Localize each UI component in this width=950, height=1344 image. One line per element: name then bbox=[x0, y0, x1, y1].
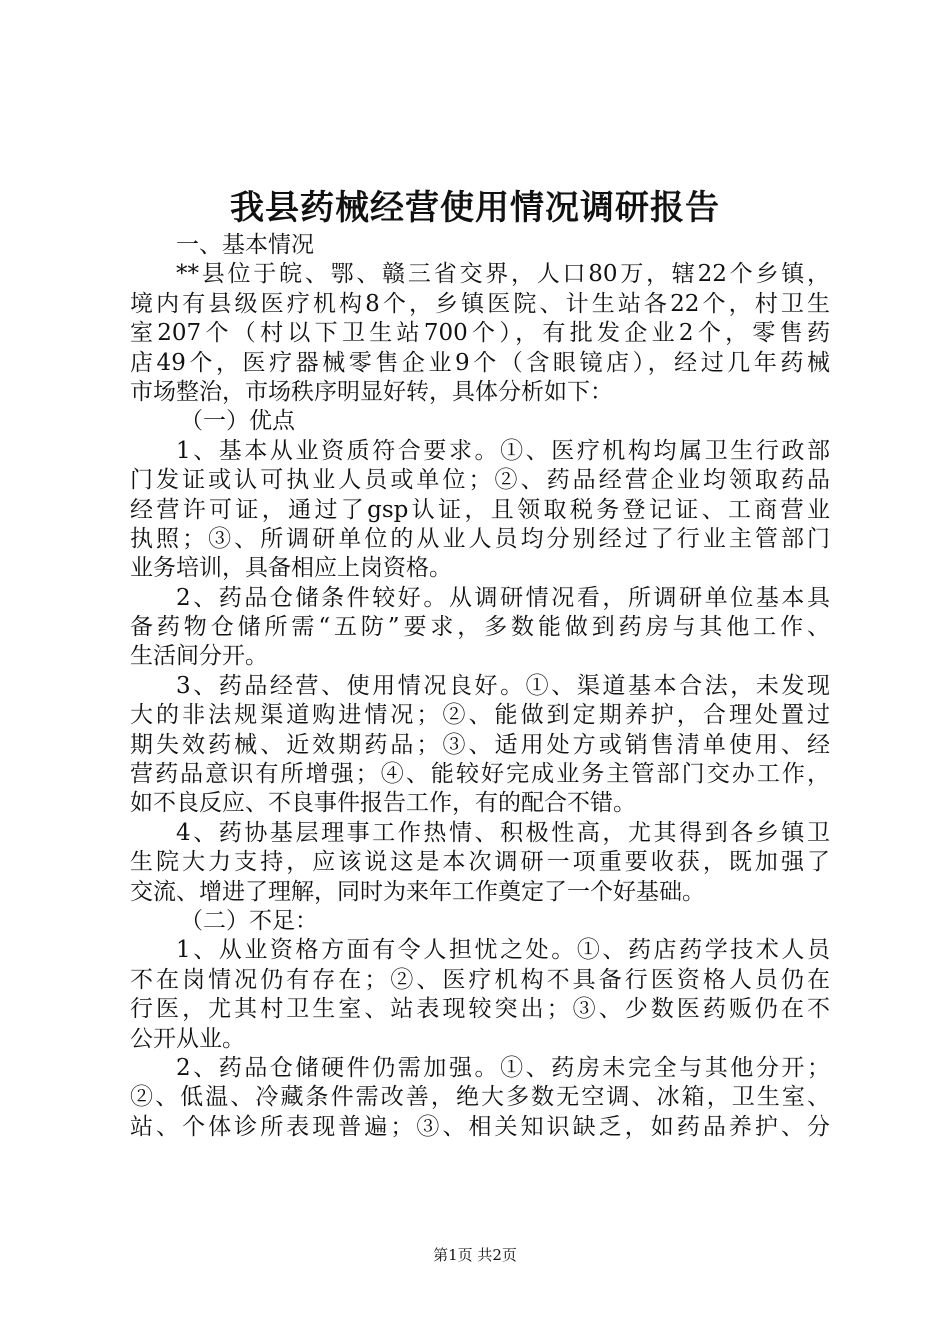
text-line: 店49个，医疗器械零售企业9个（含眼镜店），经过几年药械 bbox=[130, 349, 830, 376]
text-line: （一）优点 bbox=[180, 408, 295, 435]
text-line: 生院大力支持，应该说这是本次调研一项重要收获，既加强了 bbox=[130, 849, 830, 876]
text-line: 交流、增进了理解，同时为来年工作奠定了一个好基础。 bbox=[130, 878, 705, 905]
text-line: 行医，尤其村卫生室、站表现较突出；③、少数医药贩仍在不 bbox=[130, 996, 830, 1023]
text-line: 业务培训，具备相应上岗资格。 bbox=[130, 555, 452, 582]
text-line: ②、低温、冷藏条件需改善，绝大多数无空调、冰箱，卫生室、 bbox=[130, 1084, 830, 1111]
text-line: （二）不足： bbox=[180, 907, 318, 934]
text-line: 3、药品经营、使用情况良好。①、渠道基本合法，未发现 bbox=[176, 672, 830, 699]
text-line: 1、基本从业资质符合要求。①、医疗机构均属卫生行政部 bbox=[176, 437, 830, 464]
text-line: 1、从业资格方面有令人担忧之处。①、药店药学技术人员 bbox=[176, 937, 830, 964]
document-body bbox=[130, 231, 830, 1142]
page-footer: 第1页 共2页 bbox=[433, 1246, 517, 1264]
text-line: 大的非法规渠道购进情况；②、能做到定期养护，合理处置过 bbox=[130, 702, 830, 729]
text-line: 4、药协基层理事工作热情、积极性高，尤其得到各乡镇卫 bbox=[176, 819, 830, 846]
text-line: 门发证或认可执业人员或单位；②、药品经营企业均领取药品 bbox=[130, 467, 830, 494]
text-line: 站、个体诊所表现普遍；③、相关知识缺乏，如药品养护、分 bbox=[130, 1113, 830, 1140]
text-line: 期失效药械、近效期药品；③、适用处方或销售清单使用、经 bbox=[130, 731, 830, 758]
text-line: 执照；③、所调研单位的从业人员均分别经过了行业主管部门 bbox=[130, 525, 830, 552]
text-line: 市场整治，市场秩序明显好转，具体分析如下： bbox=[130, 378, 613, 405]
text-line: 备药物仓储所需“五防”要求，多数能做到药房与其他工作、 bbox=[130, 614, 830, 641]
text-line: **县位于皖、鄂、赣三省交界，人口80万，辖22个乡镇， bbox=[176, 261, 830, 288]
text-line: 一、基本情况 bbox=[176, 232, 314, 258]
text-line: 不在岗情况仍有存在；②、医疗机构不具备行医资格人员仍在 bbox=[130, 966, 830, 993]
text-line: 公开从业。 bbox=[130, 1025, 245, 1052]
text-line: 经营许可证，通过了gsp认证，且领取税务登记证、工商营业 bbox=[130, 496, 830, 523]
document-title: 我县药械经营使用情况调研报告 bbox=[230, 188, 720, 228]
text-line: 如不良反应、不良事件报告工作，有的配合不错。 bbox=[130, 790, 636, 817]
text-line: 生活间分开。 bbox=[130, 643, 268, 670]
text-line: 2、药品仓储硬件仍需加强。①、药房未完全与其他分开； bbox=[176, 1054, 830, 1081]
text-line: 2、药品仓储条件较好。从调研情况看，所调研单位基本具 bbox=[176, 584, 830, 611]
text-line: 境内有县级医疗机构8个，乡镇医院、计生站各22个，村卫生 bbox=[130, 290, 830, 317]
text-line: 营药品意识有所增强；④、能较好完成业务主管部门交办工作， bbox=[130, 761, 830, 788]
text-line: 室207个（村以下卫生站700个），有批发企业2个，零售药 bbox=[130, 320, 830, 347]
